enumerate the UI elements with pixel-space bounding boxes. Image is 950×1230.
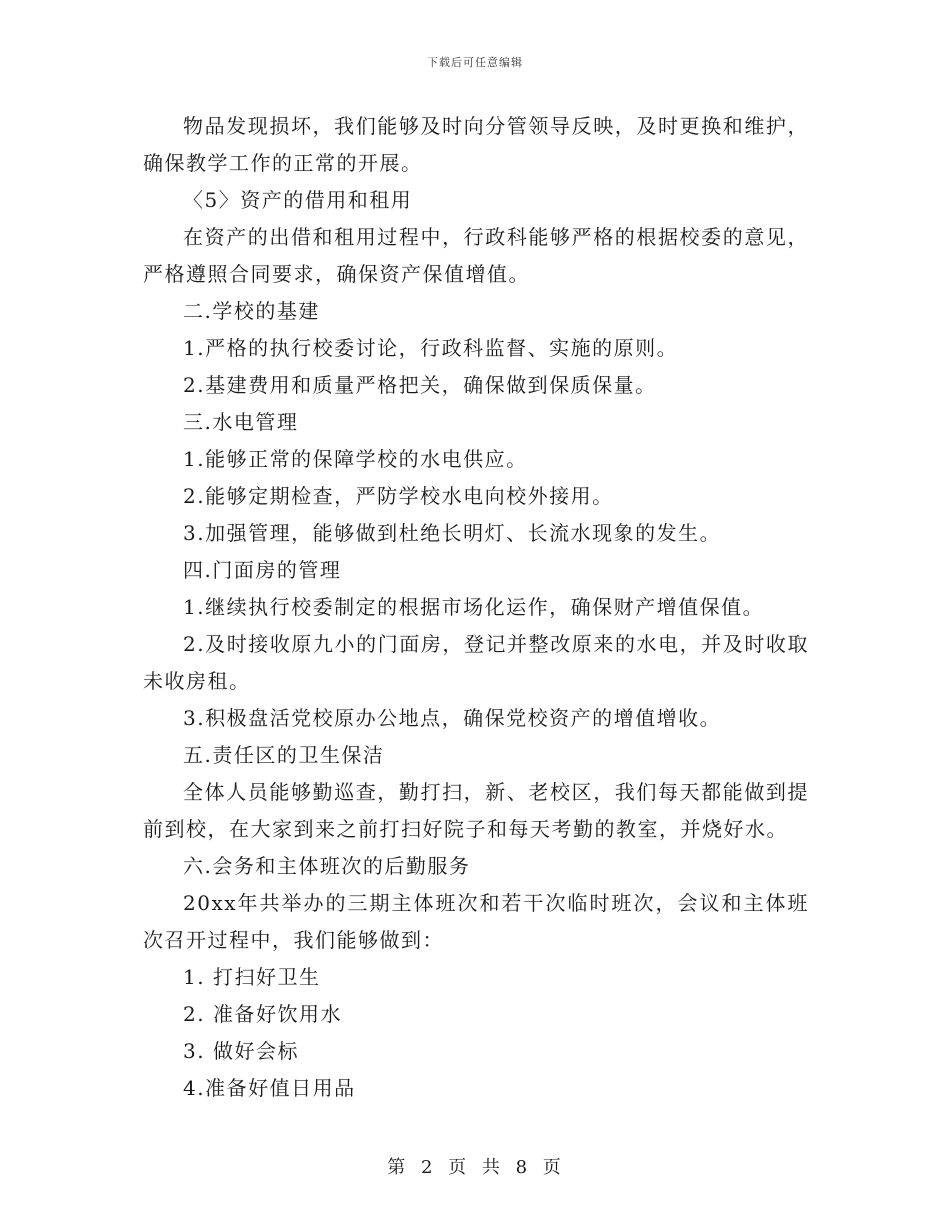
paragraph: 全体人员能够勤巡查，勤打扫，新、老校区，我们每天都能做到提前到校，在大家到来之前打扫好院子和每天考勤的教室，并烧好水。 — [143, 780, 809, 841]
list-item: 3.加强管理，能够做到杜绝长明灯、长流水现象的发生。 — [183, 521, 722, 545]
paragraph: 物品发现损坏，我们能够及时向分管领导反映，及时更换和维护，确保教学工作的正常的开展。 — [143, 114, 809, 175]
paragraph: 在资产的出借和租用过程中，行政科能够严格的根据校委的意见，严格遵照合同要求，确保资产保值增值。 — [143, 225, 809, 286]
list-item: 1. 打扫好卫生 — [183, 965, 321, 989]
page-header: 下载后可任意编辑 — [427, 56, 523, 69]
page-number-footer: 第 2 页 共 8 页 — [387, 1157, 563, 1178]
list-item: 3. 做好会标 — [183, 1039, 299, 1063]
list-item: 3.积极盘活党校原办公地点，确保党校资产的增值增收。 — [183, 706, 722, 730]
list-item: 2.能够定期检查，严防学校水电向校外接用。 — [183, 484, 614, 508]
list-item: 2.及时接收原九小的门面房，登记并整改原来的水电，并及时收取未收房租。 — [143, 632, 809, 693]
section-heading: 六.会务和主体班次的后勤服务 — [183, 854, 471, 878]
list-item: 2. 准备好饮用水 — [183, 1002, 342, 1026]
section-heading: 五.责任区的卫生保洁 — [183, 743, 385, 767]
list-item: 2.基建费用和质量严格把关，确保做到保质保量。 — [183, 373, 657, 397]
paragraph: 〈5〉资产的借用和租用 — [183, 188, 413, 212]
document-body — [143, 108, 809, 1107]
section-heading: 四.门面房的管理 — [183, 558, 342, 582]
paragraph: 20xx年共举办的三期主体班次和若干次临时班次，会议和主体班次召开过程中，我们能够做到： — [143, 891, 809, 952]
list-item: 1.能够正常的保障学校的水电供应。 — [183, 447, 528, 471]
list-item: 4.准备好值日用品 — [183, 1076, 356, 1100]
list-item: 1.严格的执行校委讨论，行政科监督、实施的原则。 — [183, 336, 679, 360]
list-item: 1.继续执行校委制定的根据市场化运作，确保财产增值保值。 — [183, 595, 765, 619]
section-heading: 三.水电管理 — [183, 410, 299, 434]
section-heading: 二.学校的基建 — [183, 299, 320, 323]
